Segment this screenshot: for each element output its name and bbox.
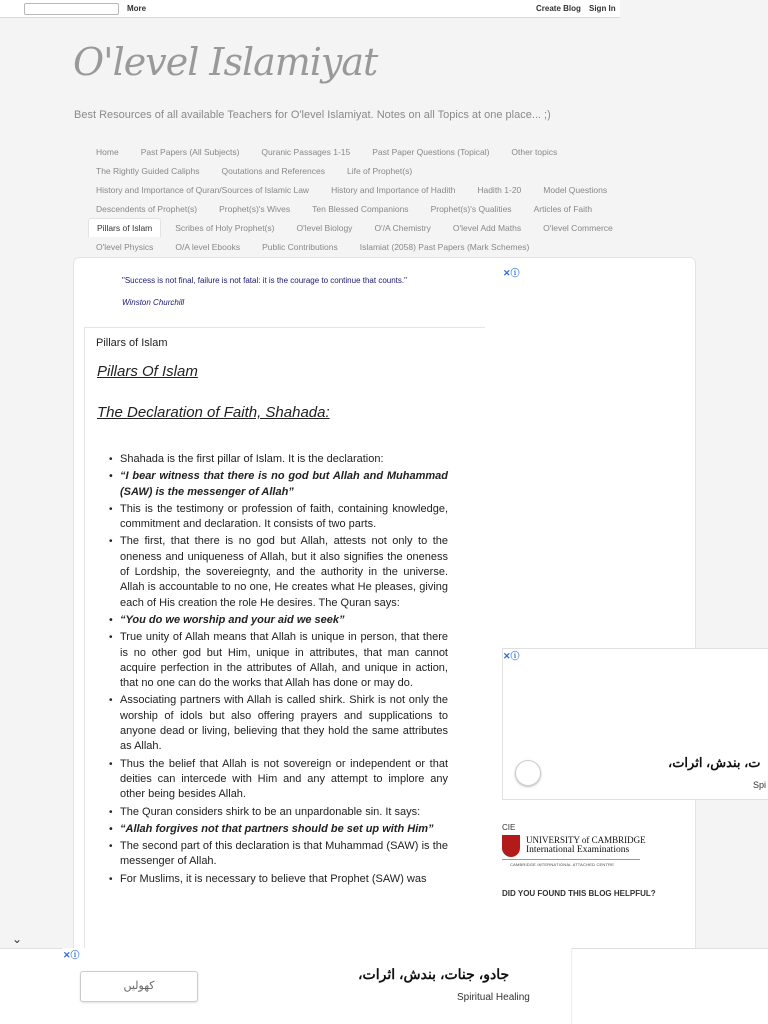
tab-pillars-of-islam[interactable]: Pillars of Islam bbox=[88, 218, 161, 237]
sidebar-ad-subtext[interactable]: Spi bbox=[753, 780, 767, 790]
blog-description: Best Resources of all available Teachers for O'level Islamiyat. Notes on all Topics at one place... ;) bbox=[74, 109, 551, 121]
cambridge-logo-line3: CAMBRIDGE INTERNATIONAL ATTACHED CENTRE bbox=[510, 862, 615, 867]
tab-commerce[interactable]: O'level Commerce bbox=[543, 223, 613, 233]
tab-ten-blessed-companions[interactable]: Ten Blessed Companions bbox=[312, 204, 409, 214]
chevron-down-icon[interactable]: ⌄ bbox=[12, 932, 23, 946]
list-item: • “Allah forgives not that partners should be set up with Him” bbox=[106, 822, 448, 837]
helpful-heading: DID YOU FOUND THIS BLOG HELPFUL? bbox=[502, 889, 656, 898]
list-item: • True unity of Allah means that Allah is unique in person, that there is no other god but Him, unique in attributes, that man cannot acquire perfection in the attributes of Allah, and unique in action, that no one can do the works that Allah has done or may do. bbox=[106, 630, 448, 691]
navbar-more-link[interactable]: More bbox=[127, 4, 147, 13]
tab-row bbox=[88, 237, 543, 256]
list-item: • Associating partners with Allah is called shirk. Shirk is not only the worship of idols but also offering prayers and supplications to anyone dead or living, believing that they hold the same attributes as Allah. bbox=[106, 693, 448, 754]
list-item: • This is the testimony or profession of faith, containing knowledge, commitment and declaration. It consists of two parts. bbox=[106, 502, 448, 533]
ad-close-icon[interactable]: ✕ⓘ bbox=[503, 651, 520, 661]
sign-in-link[interactable]: Sign In bbox=[589, 4, 616, 13]
quote-author: Winston Churchill bbox=[122, 298, 185, 307]
list-item: • The first, that there is no god but Allah, attests not only to the oneness and uniqueness of Allah, but it also signifies the oneness of Lordship, the sovereiegnty, and the authority in the universe. Allah is accountable to no one, He creates what He pleases, giving each of His creation the role He desires. The Quran says: bbox=[106, 534, 448, 610]
quote-text: "Success is not final, failure is not fatal: it is the courage to continue that counts." bbox=[122, 276, 407, 285]
cie-label: CIE bbox=[502, 823, 516, 832]
tab-rightly-guided-caliphs[interactable]: The Rightly Guided Caliphs bbox=[96, 166, 200, 176]
tab-chemistry[interactable]: O'/A Chemistry bbox=[374, 223, 431, 233]
list-item: • Thus the belief that Allah is not sovereign or independent or that deities can intercede with Him and any attempt to implore any other being besides Allah. bbox=[106, 757, 448, 803]
tab-life-of-prophet[interactable]: Life of Prophet(s) bbox=[346, 166, 413, 176]
tab-ebooks[interactable]: O/A level Ebooks bbox=[175, 242, 241, 252]
post-bullet-list bbox=[106, 452, 448, 889]
sidebar-ad[interactable] bbox=[502, 648, 768, 800]
ad-toggle-circle[interactable] bbox=[515, 760, 541, 786]
tab-row bbox=[88, 161, 426, 180]
post-subtitle: The Declaration of Faith, Shahada: bbox=[97, 404, 330, 421]
tab-history-hadith[interactable]: History and Importance of Hadith bbox=[331, 185, 456, 195]
cambridge-logo-line1: UNIVERSITY of CAMBRIDGE bbox=[526, 835, 646, 845]
ad-close-icon[interactable]: ✕ⓘ bbox=[503, 268, 520, 278]
tab-descendents[interactable]: Descendents of Prophet(s) bbox=[96, 204, 198, 214]
cambridge-logo[interactable] bbox=[502, 835, 646, 869]
cambridge-logo-line2: International Examinations bbox=[526, 845, 630, 855]
tab-islamiat-mark-schemes[interactable]: Islamiat (2058) Past Papers (Mark Schemes) bbox=[359, 242, 530, 252]
tab-row bbox=[88, 180, 621, 199]
tab-quotations-references[interactable]: Qoutations and References bbox=[221, 166, 325, 176]
list-item: • “I bear witness that there is no god but Allah and Muhammad (SAW) is the messenger of Allah” bbox=[106, 469, 448, 500]
tab-home[interactable]: Home bbox=[96, 147, 119, 157]
ad-close-icon[interactable]: ✕ⓘ bbox=[63, 950, 80, 960]
tab-public-contributions[interactable]: Public Contributions bbox=[262, 242, 338, 252]
tab-prophets-qualities[interactable]: Prophet(s)'s Qualities bbox=[430, 204, 512, 214]
tab-row bbox=[88, 199, 606, 218]
blog-title[interactable]: O'level Islamiyat bbox=[73, 40, 378, 84]
tab-row bbox=[88, 142, 571, 161]
ad-open-button[interactable]: کھولیں bbox=[80, 971, 198, 1002]
tab-biology[interactable]: O'level Biology bbox=[296, 223, 353, 233]
sidebar-ad-text[interactable]: ت، بندش، اثرات، bbox=[668, 755, 761, 770]
blogger-navbar bbox=[0, 0, 620, 18]
tab-prophets-wives[interactable]: Prophet(s)'s Wives bbox=[219, 204, 291, 214]
tab-other-topics[interactable]: Other topics bbox=[511, 147, 558, 157]
list-item: • Shahada is the first pillar of Islam. It is the declaration: bbox=[106, 452, 448, 467]
tab-articles-of-faith[interactable]: Articles of Faith bbox=[533, 204, 593, 214]
cambridge-shield-icon bbox=[502, 835, 520, 857]
bottom-ad-text[interactable]: جادو، جنات، بندش، اثرات، bbox=[358, 966, 510, 982]
tab-scribes[interactable]: Scribes of Holy Prophet(s) bbox=[175, 223, 275, 233]
tab-row bbox=[88, 218, 627, 237]
tab-past-paper-questions[interactable]: Past Paper Questions (Topical) bbox=[372, 147, 490, 157]
tab-model-questions[interactable]: Model Questions bbox=[543, 185, 608, 195]
list-item: • The Quran considers shirk to be an unpardonable sin. It says: bbox=[106, 805, 448, 820]
list-item: • The second part of this declaration is that Muhammad (SAW) is the messenger of Allah. bbox=[106, 839, 448, 870]
post-label: Pillars of Islam bbox=[96, 337, 168, 349]
list-item: • “You do we worship and your aid we seek” bbox=[106, 613, 448, 628]
tab-history-quran[interactable]: History and Importance of Quran/Sources of Islamic Law bbox=[96, 185, 310, 195]
divider bbox=[502, 859, 640, 860]
navbar-search-input[interactable] bbox=[24, 3, 119, 15]
tab-past-papers[interactable]: Past Papers (All Subjects) bbox=[140, 147, 240, 157]
tab-quranic-passages[interactable]: Quranic Passages 1-15 bbox=[261, 147, 351, 157]
bottom-ad-subtext[interactable]: Spiritual Healing bbox=[457, 992, 530, 1003]
create-blog-link[interactable]: Create Blog bbox=[536, 4, 581, 13]
post-title[interactable]: Pillars Of Islam bbox=[97, 363, 198, 380]
tab-physics[interactable]: O'level Physics bbox=[96, 242, 154, 252]
list-item: • For Muslims, it is necessary to believe that Prophet (SAW) was bbox=[106, 872, 448, 887]
tab-add-maths[interactable]: O'level Add Maths bbox=[452, 223, 522, 233]
tab-hadith-1-20[interactable]: Hadith 1-20 bbox=[477, 185, 522, 195]
